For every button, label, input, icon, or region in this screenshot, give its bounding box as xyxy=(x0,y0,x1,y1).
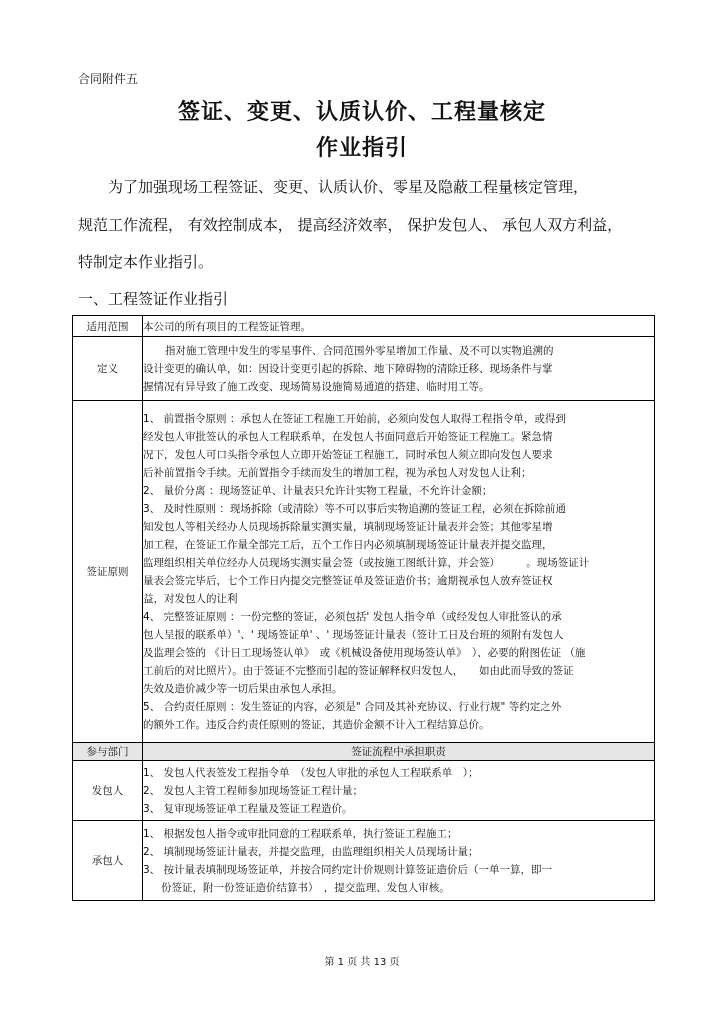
employer-duty: 2、 发包人主管工程师参加现场签证工程计量； xyxy=(143,784,364,797)
table-row-dept-header xyxy=(73,743,655,761)
intro-line-2: 规范工作流程， 有效控制成本， 提高经济效率， 保护发包人、 承包人双方利益， xyxy=(78,216,623,234)
dept-header-label: 参与部门 xyxy=(73,743,143,761)
principles-line: 及监理会签的 《计日工现场签认单》 或《机械设备使用现场签认单》 ）、必要的附图佐证 （施 xyxy=(143,646,586,659)
intro-line-1: 为了加强现场工程签证、变更、认质认价、零星及隐蔽工程量核定管理， xyxy=(108,178,589,196)
intro-line-3: 特制定本作业指引。 xyxy=(78,253,214,271)
annex-label: 合同附件五 xyxy=(78,72,139,86)
principles-line: 工前后的对比照片）。由于签证不完整而引起的签证解释权归发包人， 如由此而导致的签证 xyxy=(143,664,574,677)
table-row-principles xyxy=(73,401,655,743)
principles-line: 3、 及时性原则 ：现场拆除（或清除）等不可以事后实物追溯的签证工程，必须在拆除前通 xyxy=(143,502,566,515)
table-row-definition xyxy=(73,337,655,401)
table-row-employer xyxy=(73,761,655,821)
principles-line: 监理组织相关单位经办人员现场实测实量会签（或按施工图纸计算，并会签） 。现场签证计 xyxy=(143,556,590,569)
employer-duty: 3、 复审现场签证单工程量及签证工程造价。 xyxy=(143,802,353,815)
table-row-contractor xyxy=(73,821,655,901)
contractor-duty: 份签证，附一份签证造价结算书） ，提交监理、发包人审核。 xyxy=(161,881,450,894)
document-subtitle: 作业指引 xyxy=(315,136,408,161)
principles-line: 的额外工作。违反合约责任原则的签证，其造价金额不计入工程结算总价。 xyxy=(143,718,490,731)
employer-label: 发包人 xyxy=(73,761,143,821)
principles-label: 签证原则 xyxy=(73,401,143,743)
principles-line: 1、 前置指令原则 ：承包人在签证工程施工开始前，必须向发包人取得工程指令单，或得到 xyxy=(143,412,566,425)
scope-label: 适用范围 xyxy=(73,316,143,337)
scope-text: 本公司的所有项目的工程签证管理。 xyxy=(143,316,655,337)
contractor-duty: 1、 根据发包人指令或审批同意的工程联系单，执行签证工程施工； xyxy=(143,827,458,840)
page-number: 第 1 页 共 13 页 xyxy=(324,957,400,968)
principles-line: 加工程，在签证工作量全部完工后，五个工作日内必须填制现场签证计量表并提交监理， xyxy=(143,538,553,551)
definition-line: 握情况有异导致了施工改变、现场简易设施简易通道的搭建、临时用工等。 xyxy=(143,380,490,393)
principles-text xyxy=(143,401,655,743)
principles-line: 后补前置指令手续。无前置指令手续而发生的增加工程，视为承包人对发包人让利； xyxy=(143,466,532,479)
definition-line: 设计变更的确认单，如：因设计变更引起的拆除、地下障碍物的清除迁移、现场条件与掌 xyxy=(143,362,553,375)
principles-line: 经发包人审批签认的承包人工程联系单，在发包人书面同意后开始签证工程施工。紧急情 xyxy=(143,430,553,443)
principles-line: 4、 完整签证原则 ：一份完整的签证，必须包括' 发包人指令单（或经发包人审批签认的承 xyxy=(143,610,562,623)
principles-line: 包人呈报的联系单）'、' 现场签证单' 、' 现场签证计量表（签计工日及台班的须附有发包人 xyxy=(143,628,564,641)
contractor-duties xyxy=(143,821,655,901)
contractor-duty: 3、 按计量表填制现场签证单，并按合同约定计价规则计算签证造价后（一单一算，即一 xyxy=(143,863,553,876)
principles-line: 失效及造价减少等一切后果由承包人承担。 xyxy=(143,682,343,695)
contractor-duty: 2、 填制现场签证计量表，并提交监理，由监理组织相关人员现场计量； xyxy=(143,845,479,858)
dept-header-title: 签证流程中承担职责 xyxy=(143,743,655,761)
definition-line: 指对施工管理中发生的零星事件、合同范围外零星增加工作量、及不可以实物追溯的 xyxy=(165,344,554,357)
principles-line: 2、 量价分离 ：现场签证单、计量表只允许计实物工程量，不允许计金额； xyxy=(143,484,493,497)
document-title: 签证、变更、认质认价、工程量核定 xyxy=(177,100,546,125)
section-heading: 一、工程签证作业指引 xyxy=(78,290,229,308)
principles-line: 况下，发包人可口头指令承包人立即开始签证工程施工，同时承包人须立即向发包人要求 xyxy=(143,448,553,461)
definition-text xyxy=(143,337,655,401)
principles-line: 知发包人等相关经办人员现场拆除量实测实量，填制现场签证计量表并会签；其他零星增 xyxy=(143,520,553,533)
principles-line: 益，对发包人的让利 xyxy=(143,592,238,605)
principles-line: 量表会签完毕后，七个工作日内提交完整签证单及签证造价书；逾期视承包人放弃签证权 xyxy=(143,574,553,587)
contractor-label: 承包人 xyxy=(73,821,143,901)
table-row-scope xyxy=(73,316,655,337)
employer-duties xyxy=(143,761,655,821)
employer-duty: 1、 发包人代表签发工程指令单 （发包人审批的承包人工程联系单 ）； xyxy=(143,766,479,779)
visa-guideline-table xyxy=(72,315,655,901)
definition-label: 定义 xyxy=(73,337,143,401)
principles-line: 5、 合约责任原则 ：发生签证的内容，必须是" 合同及其补充协议、行业行规" 等约定之外 xyxy=(143,700,562,713)
